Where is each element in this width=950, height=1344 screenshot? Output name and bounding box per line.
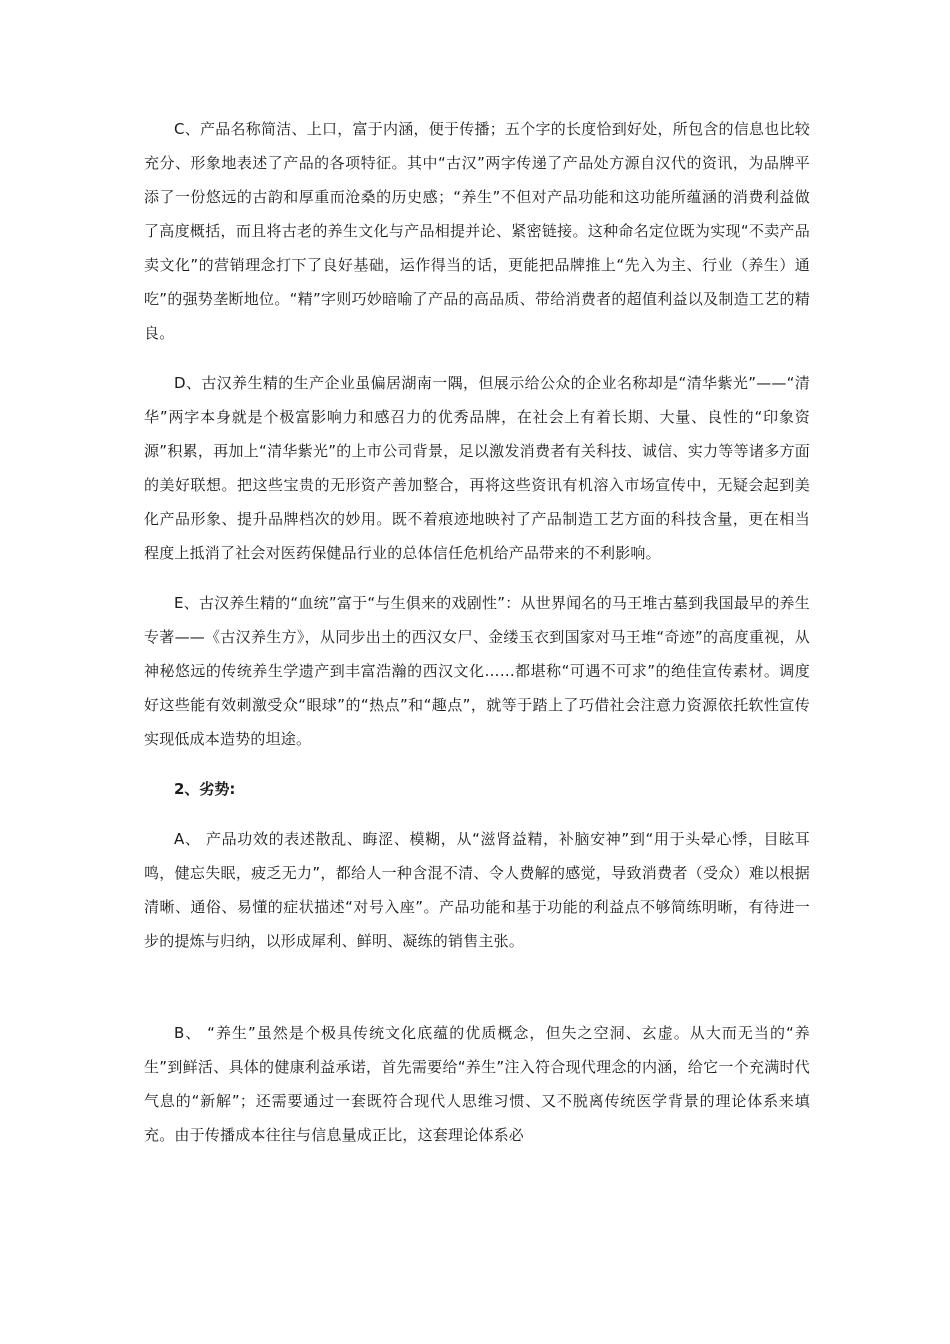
paragraph-d: D、古汉养生精的生产企业虽偏居湖南一隅，但展示给公众的企业名称却是“清华紫光”——“清华”两字本身就是个极富影响力和感召力的优秀品牌，在社会上有着长期、大量、良性的“印象资源”积累，再加上“清华紫光”的上市公司背景，足以激发消费者有关科技、诚信、实力等等诸多方面的美好联想。把这些宝贵的无形资产善加整合，再将这些资讯有机溶入市场宣传中，无疑会起到美化产品形象、提升品牌档次的妙用。既不着痕迹地映衬了产品制造工艺方面的科技含量，更在相当程度上抵消了社会对医药保健品行业的总体信任危机给产品带来的不利影响。 bbox=[144, 374, 810, 562]
paragraph-a: A、 产品功效的表述散乱、晦涩、模糊，从“滋肾益精，补脑安神”到“用于头晕心悸，目眩耳鸣，健忘失眠，疲乏无力”，都给人一种含混不清、令人费解的感觉，导致消费者（受众）难以根据清晰、通俗、易懂的症状描述“对号入座”。产品功能和基于功能的利益点不够简练明晰，有待进一步的提炼与归纳，以形成犀利、鲜明、凝练的销售主张。 bbox=[144, 830, 810, 950]
paragraph-c: C、产品名称简洁、上口，富于内涵，便于传播；五个字的长度恰到好处，所包含的信息也比较充分、形象地表述了产品的各项特征。其中“古汉”两字传递了产品处方源自汉代的资讯，为品牌平添了一份悠远的古韵和厚重而沧桑的历史感；“养生”不但对产品功能和这功能所蕴涵的消费利益做了高度概括，而且将古老的养生文化与产品相提并论、紧密链接。这种命名定位既为实现“不卖产品卖文化”的营销理念打下了良好基础，运作得当的话，更能把品牌推上“先入为主、行业（养生）通吃”的强势垄断地位。“精”字则巧妙暗喻了产品的高品质、带给消费者的超值利益以及制造工艺的精良。 bbox=[144, 120, 810, 342]
document-page bbox=[144, 112, 810, 1152]
section-heading-weakness: 2、劣势: bbox=[174, 780, 236, 798]
paragraph-b: B、 “养生”虽然是个极具传统文化底蕴的优质概念，但失之空洞、玄虚。从大而无当的“养生”到鲜活、具体的健康利益承诺，首先需要给“养生”注入符合现代理念的内涵，给它一个充满时代气息的“新解”；还需要通过一套既符合现代人思维习惯、又不脱离传统医学背景的理论体系来填充。由于传播成本往往与信息量成正比，这套理论体系必 bbox=[144, 1024, 810, 1144]
paragraph-e: E、古汉养生精的“血统”富于“与生俱来的戏剧性”：从世界闻名的马王堆古墓到我国最早的养生专著——《古汉养生方》，从同步出土的西汉女尸、金缕玉衣到国家对马王堆“奇迹”的高度重视，从神秘悠远的传统养生学遗产到丰富浩瀚的西汉文化……都堪称“可遇不可求”的绝佳宣传素材。调度好这些能有效刺激受众“眼球”的“热点”和“趣点”，就等于踏上了巧借社会注意力资源依托软性宣传实现低成本造势的坦途。 bbox=[144, 594, 810, 748]
